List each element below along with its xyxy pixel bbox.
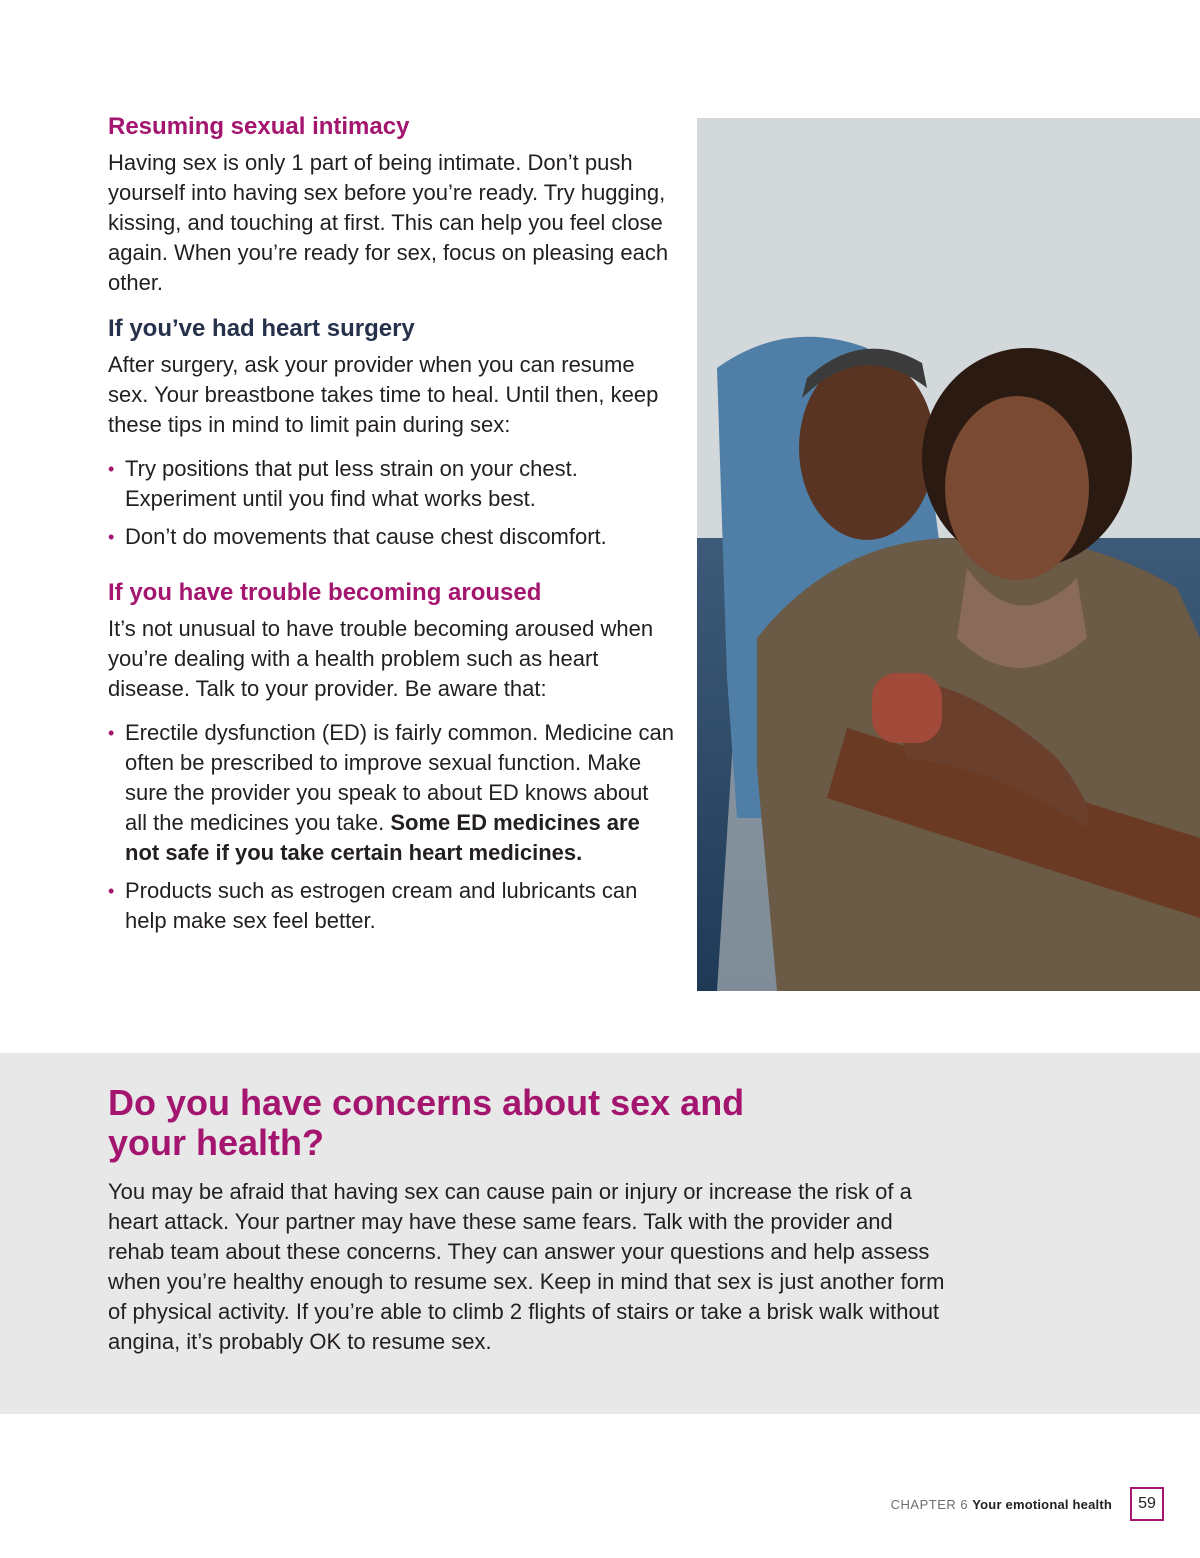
left-column	[108, 112, 676, 944]
heading-trouble-aroused: If you have trouble becoming aroused	[108, 579, 542, 606]
concerns-callout	[0, 1053, 1200, 1414]
chapter-title: Your emotional health	[972, 1496, 1112, 1512]
concerns-heading: Do you have concerns about sex and your health?	[108, 1082, 745, 1163]
bullet-icon: •	[108, 723, 115, 743]
arousal-notes-list	[108, 718, 676, 936]
heading-heart-surgery: If you’ve had heart surgery	[108, 315, 415, 342]
chapter-label	[891, 1497, 1112, 1512]
bullet-icon: •	[108, 881, 115, 901]
paragraph-trouble-aroused: It’s not unusual to have trouble becoming aroused when you’re dealing with a health problem such as heart disease. Talk to your provider. Be aware that:	[108, 616, 654, 701]
page-footer	[891, 1486, 1164, 1522]
man-head	[799, 356, 935, 540]
chapter-number: CHAPTER 6	[890, 1496, 969, 1512]
heart-surgery-tips-list	[108, 454, 676, 552]
list-item	[108, 876, 676, 936]
woman-face	[945, 396, 1089, 580]
couple-illustration	[697, 118, 1200, 991]
couple-photo	[697, 118, 1200, 991]
page-number: 59	[1130, 1487, 1164, 1521]
concerns-paragraph: You may be afraid that having sex can cause pain or injury or increase the risk of a heart attack. Your partner may have these same fears. Talk with the provider and rehab team about these concerns. They can answer your questions and help assess when you’re healthy enough to resume sex. Keep in mind that sex is just another form of physical activity. If you’re able to climb 2 flights of stairs or take a brisk walk without angina, it’s probably OK to resume sex.	[108, 1179, 945, 1354]
list-item	[108, 454, 676, 514]
list-item-text: Erectile dysfunction (ED) is fairly common. Medicine can often be prescribed to improve sexual function. Make sure the provider you speak to about ED knows about all the medicines you take.	[125, 720, 674, 835]
bold-warning-text: Some ED medicines are not safe if you take certain heart medicines.	[125, 810, 640, 865]
bullet-icon: •	[108, 527, 115, 547]
list-item-text: Products such as estrogen cream and lubricants can help make sex feel better.	[125, 878, 638, 933]
list-item-text: Don’t do movements that cause chest discomfort.	[125, 524, 607, 549]
paragraph-resuming-intimacy: Having sex is only 1 part of being intimate. Don’t push yourself into having sex before you’re ready. Try hugging, kissing, and touching at first. This can help you feel close again. When you’re ready for sex, focus on pleasing each other.	[108, 150, 669, 295]
bracelets	[872, 673, 942, 743]
paragraph-heart-surgery: After surgery, ask your provider when you can resume sex. Your breastbone takes time to heal. Until then, keep these tips in mind to limit pain during sex:	[108, 352, 659, 437]
list-item-text: Try positions that put less strain on your chest. Experiment until you find what works best.	[125, 456, 578, 511]
heading-resuming-intimacy: Resuming sexual intimacy	[108, 113, 410, 140]
list-item	[108, 718, 676, 868]
bullet-icon: •	[108, 459, 115, 479]
list-item	[108, 522, 676, 552]
